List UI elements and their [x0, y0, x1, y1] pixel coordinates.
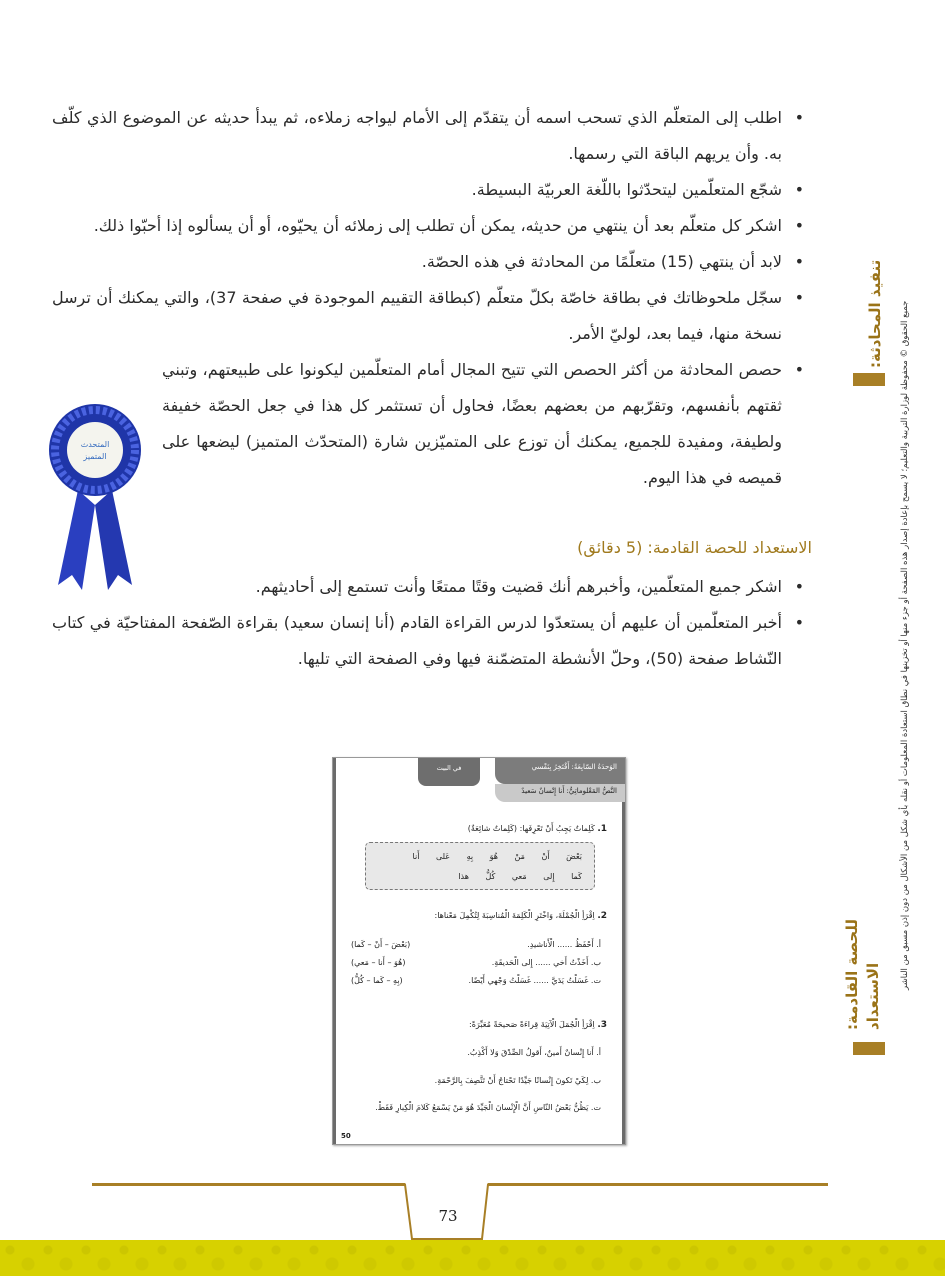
- section-heading: الاستعداد للحصة القادمة: (5 دقائق): [577, 538, 812, 557]
- q3-item: أ. أَنا إِنْسانٌ أَمينٌ، أَقولُ الصِّدْقَ وَلا أَكْذِبُ.: [467, 1048, 601, 1057]
- words-row: بَعْضَ أَنْ مَنْ هُوَ بِهِ عَلى أَنا: [412, 852, 582, 861]
- footer-rule: [488, 1183, 828, 1186]
- q3-item: ب. لِكَيْ تَكونَ إِنْسانًا جَيِّدًا تَحْتاجُ أَنْ تَتَّصِفَ بِالرَّحْمَةِ.: [434, 1076, 601, 1085]
- bullet-item: • سجّل ملحوظاتك في بطاقة خاصّة بكلّ متعلّم (كبطاقة التقييم الموجودة في صفحة 37)، والتي يمكنك أن ترسل نسخة منها، فيما بعد، لوليّ الأمر.: [52, 280, 812, 352]
- q3-item: ت. يَظُنُّ بَعْضُ النّاسِ أَنَّ الْإِنْسانَ الْجَيِّدَ هُوَ مَنْ يَسْمَعُ كَلامَ الْكِبارِ فَقَطْ.: [375, 1103, 601, 1112]
- copyright-notice: جميع الحقوق © محفوظة لوزارة التربية والتعليم؛ لا يسمح بإعادة إصدار هذه الصفحة أو جزء منها أو تخزينها في نطاق استعادة المعلومات أو نقله بأي شكل من الأشكال من دون إذن مسبق من الناشر: [900, 300, 910, 990]
- thumbnail-page-number: 50: [341, 1132, 351, 1140]
- words-row: كَما إِلى مَعي كُلُّ هذا: [458, 872, 582, 881]
- question-3: 3. اِقْرَأِ الْجُمَلَ الْآتِيَةَ قِراءَةً صَحيحَةً مُعَبِّرَةً:: [469, 1020, 607, 1030]
- bullet-item: • اطلب إلى المتعلّم الذي تسحب اسمه أن يتقدّم إلى الأمام ليواجه زملاءه، ثم يبدأ حديثه عن الموضوع الذي كلّف به. وأن يريهم الباقة التي رسمها.: [52, 100, 812, 172]
- q2-item: أ. أَحْفَظُ ...... الْأَناشيدِ. (بَعْضَ – أَنْ – كَما): [351, 940, 601, 949]
- q2-item: ت. غَسَلْتُ يَدَيَّ ...... غَسَلْتُ وَجْهي أَيْضًا. (بِهِ – كَما – كُلُّ): [351, 976, 601, 985]
- home-tab: في البيت: [418, 758, 480, 786]
- sidebar-title-next-lesson-a: الاستعداد: [864, 962, 882, 1030]
- bullet-item: • لابد أن ينتهي (15) متعلّمًا من المحادثة في هذه الحصّة.: [52, 244, 812, 280]
- q2-item: ب. أَخَذْتُ أَخي ...... إِلى الْحَديقَةِ. (هُوَ – أَنا – مَعي): [351, 958, 601, 967]
- sidebar-title-conversation: تنفيذ المحادثة:: [866, 259, 884, 368]
- page-edge: [333, 758, 336, 1144]
- bullet-item: • شجّع المتعلّمين ليتحدّثوا باللّغة العربيّة البسيطة.: [52, 172, 812, 208]
- bullet-item: • أخبر المتعلّمين أن عليهم أن يستعدّوا لدرس القراءة القادم (أنا إنسان سعيد) بقراءة الصّفحة المفتاحيّة في كتاب النّشاط صفحة (50)، وحلّ الأنشطة المتضمّنة فيها وفي الصفحة التي تليها.: [52, 605, 812, 677]
- sidebar-marker: [853, 373, 885, 386]
- activity-book-page-thumbnail: [332, 757, 626, 1145]
- sidebar-marker: [853, 1042, 885, 1055]
- main-content: [52, 100, 812, 677]
- lesson-subtitle: النَّصُّ المَعْلوماتِيُّ: أَنا إِنْسانٌ سَعيدٌ: [495, 784, 625, 802]
- footer-rule: [92, 1183, 405, 1186]
- page-number: 73: [438, 1207, 458, 1225]
- question-1: 1. كَلِماتٌ يَجِبُ أَنْ تَعْرِفَها: (كَلِماتٌ شائِعَةٌ): [467, 824, 607, 834]
- bullet-item: • حصص المحادثة من أكثر الحصص التي تتيح المجال أمام المتعلّمين ليكونوا على طبيعتهم، وتبني ثقتهم بأنفسهم، وتقرّبهم من بعضهم بعضًا، فحاول أن تستثمر كل هذا في جعل الحصّة خفيفة ولطيفة، ومفيدة للجميع، يمكنك أن توزع على المتميّزين شارة (المتحدّث المتميز) ليضعها على قميصه في هذا اليوم.: [162, 352, 812, 496]
- page-edge: [622, 758, 625, 1144]
- question-2: 2. اِقْرَأِ الْجُمْلَةَ، وَاخْتَرِ الْكَلِمَةَ الْمُناسِبَةَ لِتُكْمِلَ مَعْناها:: [434, 911, 607, 921]
- svg-text:المتميز: المتميز: [83, 452, 107, 461]
- unit-title: الوَحدَةُ السّابِعَةُ: أَفْتَخِرُ بِنَفْسي: [495, 758, 625, 784]
- rosette-badge-image: [40, 395, 150, 595]
- sidebar-title-next-lesson-b: للحصة القادمة:: [843, 919, 861, 1030]
- words-box: [365, 842, 595, 890]
- decorative-footer-band: [0, 1240, 945, 1276]
- badge-text: المتحدث: [80, 440, 110, 449]
- bullet-item: • اشكر كل متعلّم بعد أن ينتهي من حديثه، يمكن أن تطلب إلى زملائه أن يحيّوه، أو أن يسألوه إذا أحبّوا ذلك.: [52, 208, 812, 244]
- bullet-item: • اشكر جميع المتعلّمين، وأخبرهم أنك قضيت وقتًا ممتعًا وأنت تستمع إلى أحاديثهم.: [52, 569, 812, 605]
